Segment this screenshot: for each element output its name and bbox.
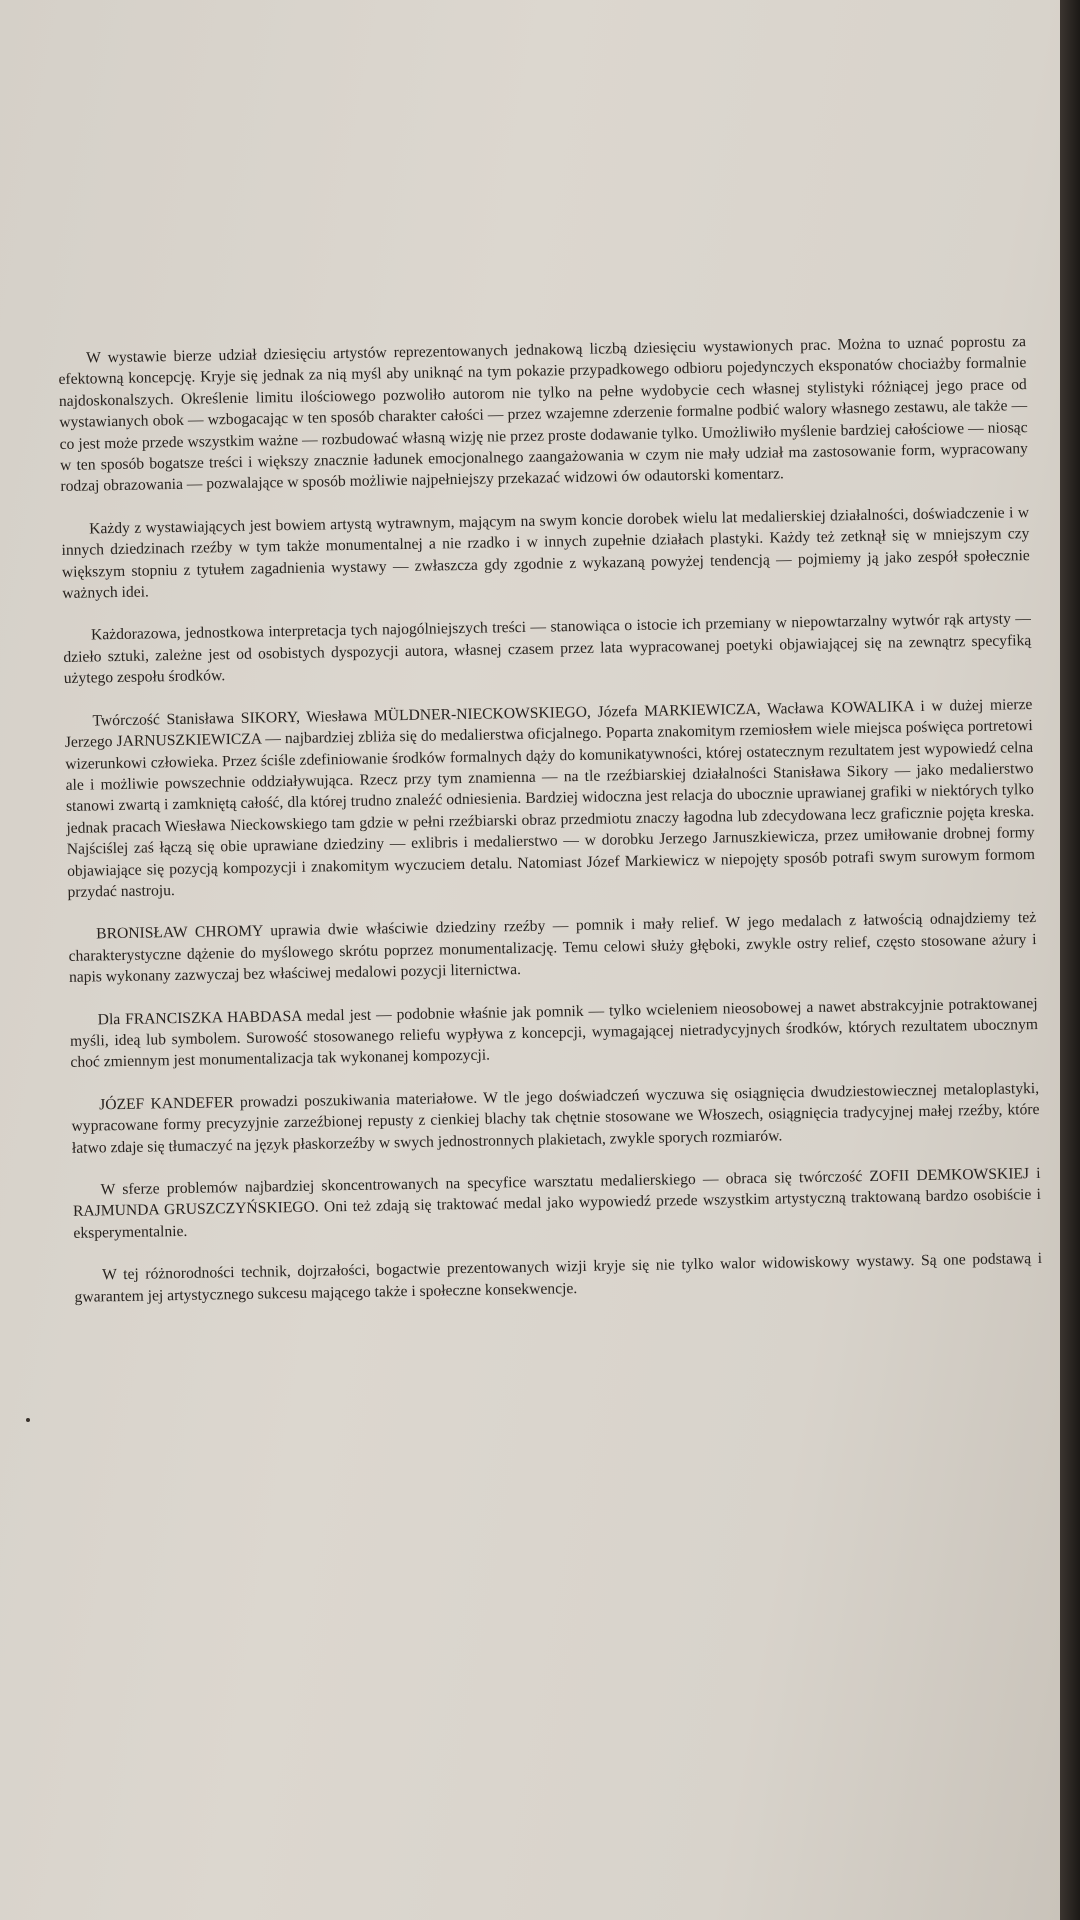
paragraph: Twórczość Stanisława SIKORY, Wiesława MÜLDNER-NIECKOWSKIEGO, Józefa MARKIEWICZA, Wacława KOWALIKA i w dużej mierze Jerzego JARNUSZKIEWICZA — najbardziej zbliża się do medalierstwa oficjalnego. Poparta znakomitym rzemiosłem wiele miejsca poświęca portretowi wizerunkowi człowieka. Przez ściśle zdefiniowanie środków formalnych dąży do komunikatywności, której ostatecznym rezultatem jest wypowiedź celna ale i możliwie powszechnie oddziaływująca. Rzecz przy tym znamienna — na tle rzeźbiarskiej działalności Stanisława Sikory — jako medalierstwo stanowi zwartą i zamkniętą całość, dla której trudno znaleźć odniesienia. Bardziej widoczna jest relacja do ubocznie uprawianej grafiki w niektórych tylko jednak pracach Wiesława Nieckowskiego tam gdzie w pełni rzeźbiarski obraz przedmiotu znaczy łagodna lub zdecydowana lecz graficznie pojęta kreska. Najściślej zaś łączą się obie uprawiane dziedziny — exlibris i medalierstwo — w dorobku Jerzego Jarnuszkiewicza, przez umiłowanie drobnej formy objawiające się pozycją kompozycji i znakomitym wyczuciem detalu. Natomiast Józef Markiewicz w niepojęty sposób potrafi swym surowym formom przydać nastroju. xyxy=(64,695,1036,901)
paragraph: Dla FRANCISZKA HABDASA medal jest — podobnie właśnie jak pomnik — tylko wcieleniem nieosobowej a nawet abstrakcyjnie potraktowanej myśli, ideą lub symbolem. Surowość stosowanego reliefu wypływa z koncepcji, wymagającej nietradycyjnych środków, których rezultatem ubocznym choć zmiennym jest monumentalizacja tak wykonanej kompozycji. xyxy=(69,994,1039,1072)
paragraph: W wystawie bierze udział dziesięciu artystów reprezentowanych jednakową liczbą dziesięciu wystawionych prac. Można to uznać poprostu za efektowną koncepcję. Kryje się jednak za nią myśl aby uniknąć na tym pokazie przypadkowego odbioru pojedynczych eksponatów chociażby formalnie najdoskonalszych. Określenie limitu ilościowego pozwoliło autorom nie tylko na pełne wydobycie cech własnej stylistyki różniącej jego prace od wystawianych obok — wzbogacając w ten sposób charakter całości — przez wzajemne zderzenie formalne podbić walory własnego zestawu, ale także — co jest może przede wszystkim ważne — rozbudować własną wizję nie przez proste dodawanie tylko. Umożliwiło myślenie bardziej całościowe — niosąc w ten sposób bogatsze treści i większy znacznie ładunek emocjonalnego zaangażowania w czym nie mały udział ma zastosowanie form, wypracowany rodzaj obrazowania — pozwalające w sposób możliwie najpełniejszy przekazać widzowi ów odautorski komentarz. xyxy=(58,333,1029,496)
paragraph: W tej różnorodności technik, dojrzałości, bogactwie prezentowanych wizji kryje się nie tylko walor widowiskowy wystawy. Są one podstawą i gwarantem jej artystycznego sukcesu mającego także i społeczne konsekwencje. xyxy=(74,1250,1043,1306)
article-text xyxy=(58,331,1043,1329)
paragraph: Każdorazowa, jednostkowa interpretacja tych najogólniejszych treści — stanowiąca o istocie ich przemiany w niepowtarzalny wytwór rąk artysty — dzieło sztuki, zależne jest od osobistych dyspozycji autora, własnej czasem przez lata wypracowanej poetyki objawiającej się na zewnątrz specyfiką użytego zespołu środków. xyxy=(63,610,1032,688)
margin-mark xyxy=(26,1418,30,1422)
paragraph: Każdy z wystawiających jest bowiem artystą wytrawnym, mającym na swym koncie dorobek wielu lat medalierskiej działalności, doświadczenie i w innych dziedzinach rzeźby w tym także monumentalnej a nie rzadko i w innych zupełnie działach plastyki. Każdy też zetknął się w mniejszym czy większym stopniu z tytułem zagadnienia wystawy — zwłaszcza gdy zgodnie z wykazaną powyżej tendencją — pojmiemy ją jako zespół społecznie ważnych idei. xyxy=(61,503,1030,603)
paragraph: BRONISŁAW CHROMY uprawia dwie właściwie dziedziny rzeźby — pomnik i mały relief. W jego medalach z łatwością odnajdziemy też charakterystyczne dążenie do myślowego skrótu poprzez monumentalizację. Temu celowi służy głęboki, zwykle ostry relief, często stosowane ażury i napis wykonany zazwyczaj bez właściwej medalowi pozycji liternictwa. xyxy=(68,909,1037,987)
paragraph: JÓZEF KANDEFER prowadzi poszukiwania materiałowe. W tle jego doświadczeń wyczuwa się osiągnięcia dwudziestowiecznej metaloplastyki, wypracowane formy precyzyjnie zarzeźbionej repusty z cienkiej blachy tak chętnie stosowane we Włoszech, osiągnięcia tradycyjnej małej rzeźby, które łatwo zdaje się tłumaczyć na język płaskorzeźby w swych jednostronnych plakietach, zwykle sporych rozmiarów. xyxy=(71,1079,1040,1157)
book-spine-edge xyxy=(1060,0,1080,1920)
paragraph: W sferze problemów najbardziej skoncentrowanych na specyfice warsztatu medalierskiego — obraca się twórczość ZOFII DEMKOWSKIEJ i RAJMUNDA GRUSZCZYŃSKIEGO. Oni też zdają się traktować medal jako wypowiedź przede wszystkim artystyczną traktowaną bardzo osobiście i eksperymentalnie. xyxy=(72,1164,1042,1242)
